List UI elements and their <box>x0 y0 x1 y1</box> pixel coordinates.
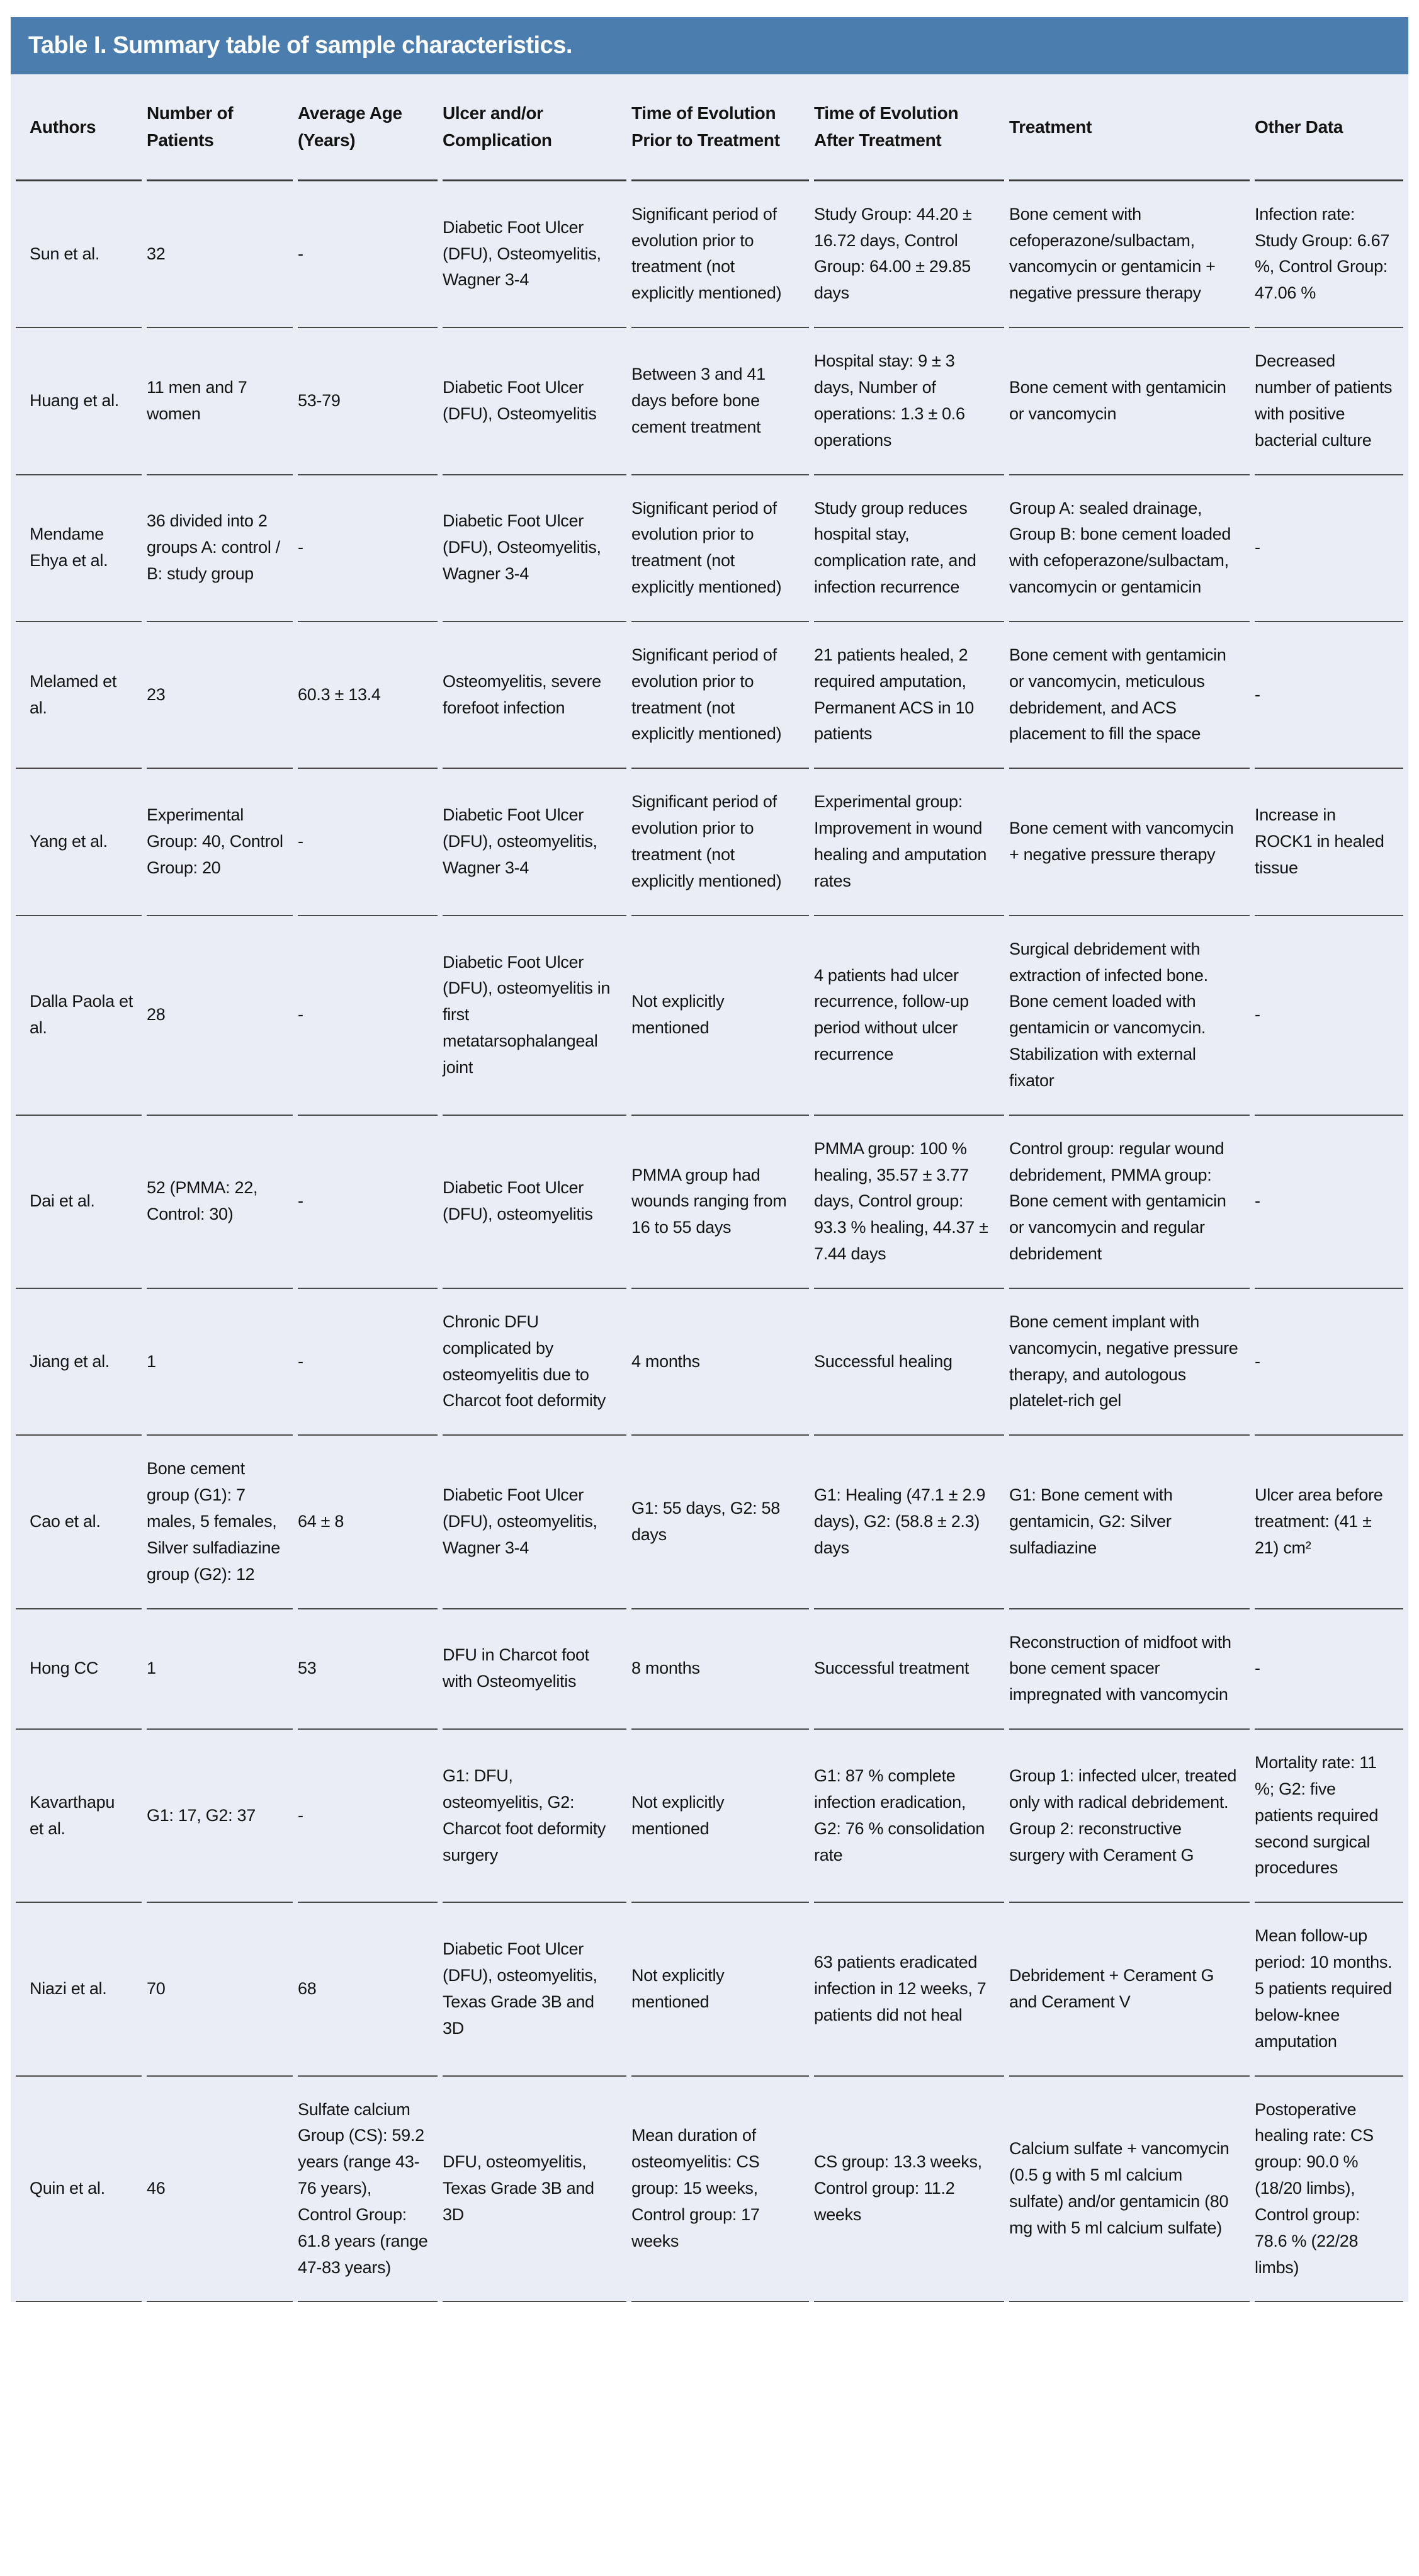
table-row <box>16 1903 1403 2076</box>
table-cell: Mortality rate: 11 %; G2: five patients required second surgical procedures <box>1255 1730 1403 1903</box>
table-cell: Diabetic Foot Ulcer (DFU), osteomyelitis, Wagner 3-4 <box>443 769 626 916</box>
table-cell: Yang et al. <box>16 769 142 916</box>
table-row <box>16 1609 1403 1730</box>
table-cell: Hong CC <box>16 1609 142 1730</box>
table-cell: 4 months <box>631 1289 809 1436</box>
table-cell: Huang et al. <box>16 328 142 475</box>
table-cell: Quin et al. <box>16 2077 142 2303</box>
table-cell: Mean duration of osteomyelitis: CS group: 15 weeks, Control group: 17 weeks <box>631 2077 809 2303</box>
table-cell: Cao et al. <box>16 1436 142 1609</box>
table-cell: PMMA group had wounds ranging from 16 to 55 days <box>631 1116 809 1289</box>
table-row <box>16 769 1403 916</box>
table-cell: Increase in ROCK1 in healed tissue <box>1255 769 1403 916</box>
table-cell: CS group: 13.3 weeks, Control group: 11.2 weeks <box>814 2077 1004 2303</box>
column-header: Treatment <box>1009 74 1250 181</box>
table-cell: - <box>1255 1289 1403 1436</box>
table-cell: 52 (PMMA: 22, Control: 30) <box>147 1116 293 1289</box>
column-header: Average Age (Years) <box>298 74 438 181</box>
table-container <box>11 17 1408 2302</box>
column-header: Time of Evolution Prior to Treatment <box>631 74 809 181</box>
table-cell: G1: Healing (47.1 ± 2.9 days), G2: (58.8 ± 2.3) days <box>814 1436 1004 1609</box>
table-cell: G1: Bone cement with gentamicin, G2: Silver sulfadiazine <box>1009 1436 1250 1609</box>
table-cell: DFU in Charcot foot with Osteomyelitis <box>443 1609 626 1730</box>
table-row <box>16 475 1403 622</box>
column-header: Number of Patients <box>147 74 293 181</box>
table-cell: - <box>1255 916 1403 1116</box>
table-cell: Diabetic Foot Ulcer (DFU), osteomyelitis, Texas Grade 3B and 3D <box>443 1903 626 2076</box>
table-row <box>16 328 1403 475</box>
table-cell: Study group reduces hospital stay, complication rate, and infection recurrence <box>814 475 1004 622</box>
table-cell: - <box>298 916 438 1116</box>
table-cell: 36 divided into 2 groups A: control / B: study group <box>147 475 293 622</box>
table-cell: Diabetic Foot Ulcer (DFU), osteomyelitis, Wagner 3-4 <box>443 1436 626 1609</box>
table-cell: Sun et al. <box>16 181 142 328</box>
table-row <box>16 2077 1403 2303</box>
table-cell: G1: 17, G2: 37 <box>147 1730 293 1903</box>
table-cell: 4 patients had ulcer recurrence, follow-up period without ulcer recurrence <box>814 916 1004 1116</box>
table-cell: Bone cement with cefoperazone/sulbactam, vancomycin or gentamicin + negative pressure therapy <box>1009 181 1250 328</box>
table-cell: Bone cement with gentamicin or vancomycin <box>1009 328 1250 475</box>
table-cell: Infection rate: Study Group: 6.67 %, Control Group: 47.06 % <box>1255 181 1403 328</box>
table-cell: - <box>298 769 438 916</box>
table-cell: Decreased number of patients with positive bacterial culture <box>1255 328 1403 475</box>
table-cell: Bone cement implant with vancomycin, negative pressure therapy, and autologous platelet-rich gel <box>1009 1289 1250 1436</box>
table-cell: Not explicitly mentioned <box>631 1730 809 1903</box>
table-cell: - <box>298 1730 438 1903</box>
table-cell: Diabetic Foot Ulcer (DFU), Osteomyelitis <box>443 328 626 475</box>
table-cell: 23 <box>147 622 293 769</box>
table-cell: Chronic DFU complicated by osteomyelitis due to Charcot foot deformity <box>443 1289 626 1436</box>
table-cell: Experimental group: Improvement in wound healing and amputation rates <box>814 769 1004 916</box>
table-cell: Bone cement group (G1): 7 males, 5 females, Silver sulfadiazine group (G2): 12 <box>147 1436 293 1609</box>
table-cell: Ulcer area before treatment: (41 ± 21) cm² <box>1255 1436 1403 1609</box>
table-cell: Experimental Group: 40, Control Group: 20 <box>147 769 293 916</box>
table-cell: Osteomyelitis, severe forefoot infection <box>443 622 626 769</box>
table-head <box>16 74 1403 181</box>
table-cell: Between 3 and 41 days before bone cement treatment <box>631 328 809 475</box>
table-cell: DFU, osteomyelitis, Texas Grade 3B and 3D <box>443 2077 626 2303</box>
table-cell: - <box>298 1289 438 1436</box>
table-cell: 53-79 <box>298 328 438 475</box>
column-header: Time of Evolution After Treatment <box>814 74 1004 181</box>
table-cell: 21 patients healed, 2 required amputation, Permanent ACS in 10 patients <box>814 622 1004 769</box>
table-cell: Calcium sulfate + vancomycin (0.5 g with 5 ml calcium sulfate) and/or gentamicin (80 mg with 5 ml calcium sulfate) <box>1009 2077 1250 2303</box>
table-cell: Mendame Ehya et al. <box>16 475 142 622</box>
table-cell: Reconstruction of midfoot with bone cement spacer impregnated with vancomycin <box>1009 1609 1250 1730</box>
table-row <box>16 1116 1403 1289</box>
table-cell: Significant period of evolution prior to treatment (not explicitly mentioned) <box>631 622 809 769</box>
table-cell: Successful treatment <box>814 1609 1004 1730</box>
table-cell: - <box>298 181 438 328</box>
table-cell: Debridement + Cerament G and Cerament V <box>1009 1903 1250 2076</box>
table-cell: - <box>298 1116 438 1289</box>
table-cell: Bone cement with vancomycin + negative pressure therapy <box>1009 769 1250 916</box>
table-cell: 46 <box>147 2077 293 2303</box>
table-cell: 1 <box>147 1289 293 1436</box>
table-cell: Not explicitly mentioned <box>631 1903 809 2076</box>
column-header: Other Data <box>1255 74 1403 181</box>
table-cell: Diabetic Foot Ulcer (DFU), osteomyelitis <box>443 1116 626 1289</box>
table-cell: G1: 87 % complete infection eradication, G2: 76 % consolidation rate <box>814 1730 1004 1903</box>
table-cell: Mean follow-up period: 10 months. 5 patients required below-knee amputation <box>1255 1903 1403 2076</box>
table-row <box>16 622 1403 769</box>
table-cell: Diabetic Foot Ulcer (DFU), Osteomyelitis, Wagner 3-4 <box>443 181 626 328</box>
table-cell: Hospital stay: 9 ± 3 days, Number of operations: 1.3 ± 0.6 operations <box>814 328 1004 475</box>
table-cell: Surgical debridement with extraction of infected bone. Bone cement loaded with gentamicin or vancomycin. Stabilization with external fixator <box>1009 916 1250 1116</box>
table-body <box>16 181 1403 2303</box>
table-row <box>16 181 1403 328</box>
column-header: Ulcer and/or Complication <box>443 74 626 181</box>
table-cell: 8 months <box>631 1609 809 1730</box>
table-cell: Kavarthapu et al. <box>16 1730 142 1903</box>
table-cell: Diabetic Foot Ulcer (DFU), osteomyelitis in first metatarsophalangeal joint <box>443 916 626 1116</box>
table-cell: 1 <box>147 1609 293 1730</box>
table-cell: Group 1: infected ulcer, treated only with radical debridement. Group 2: reconstructive surgery with Cerament G <box>1009 1730 1250 1903</box>
table-row <box>16 1436 1403 1609</box>
table-cell: Significant period of evolution prior to treatment (not explicitly mentioned) <box>631 769 809 916</box>
table-cell: Dalla Paola et al. <box>16 916 142 1116</box>
table-cell: Niazi et al. <box>16 1903 142 2076</box>
table-cell: Significant period of evolution prior to treatment (not explicitly mentioned) <box>631 475 809 622</box>
table-cell: - <box>1255 1116 1403 1289</box>
table-cell: Melamed et al. <box>16 622 142 769</box>
table-cell: 28 <box>147 916 293 1116</box>
table-cell: G1: DFU, osteomyelitis, G2: Charcot foot deformity surgery <box>443 1730 626 1903</box>
table-cell: 11 men and 7 women <box>147 328 293 475</box>
table-cell: 53 <box>298 1609 438 1730</box>
table-row <box>16 916 1403 1116</box>
table-cell: Successful healing <box>814 1289 1004 1436</box>
table-cell: Postoperative healing rate: CS group: 90.0 % (18/20 limbs), Control group: 78.6 % (22/28 limbs) <box>1255 2077 1403 2303</box>
table-cell: Dai et al. <box>16 1116 142 1289</box>
table-cell: Significant period of evolution prior to treatment (not explicitly mentioned) <box>631 181 809 328</box>
header-row <box>16 74 1403 181</box>
table-row <box>16 1730 1403 1903</box>
table-cell: 32 <box>147 181 293 328</box>
table-cell: 60.3 ± 13.4 <box>298 622 438 769</box>
table-cell: - <box>1255 475 1403 622</box>
table-cell: PMMA group: 100 % healing, 35.57 ± 3.77 days, Control group: 93.3 % healing, 44.37 ± 7.44 days <box>814 1116 1004 1289</box>
table-cell: Diabetic Foot Ulcer (DFU), Osteomyelitis, Wagner 3-4 <box>443 475 626 622</box>
column-header: Authors <box>16 74 142 181</box>
table-cell: 64 ± 8 <box>298 1436 438 1609</box>
table-cell: Not explicitly mentioned <box>631 916 809 1116</box>
table-cell: 63 patients eradicated infection in 12 weeks, 7 patients did not heal <box>814 1903 1004 2076</box>
table-cell: Study Group: 44.20 ± 16.72 days, Control Group: 64.00 ± 29.85 days <box>814 181 1004 328</box>
table-cell: - <box>1255 1609 1403 1730</box>
table-title: Table I. Summary table of sample characteristics. <box>11 17 1408 74</box>
table-cell: 68 <box>298 1903 438 2076</box>
table-cell: Group A: sealed drainage, Group B: bone cement loaded with cefoperazone/sulbactam, vancomycin or gentamicin <box>1009 475 1250 622</box>
table-cell: Jiang et al. <box>16 1289 142 1436</box>
table-cell: Control group: regular wound debridement, PMMA group: Bone cement with gentamicin or vancomycin and regular debridement <box>1009 1116 1250 1289</box>
summary-table <box>11 74 1408 2302</box>
table-cell: Bone cement with gentamicin or vancomycin, meticulous debridement, and ACS placement to fill the space <box>1009 622 1250 769</box>
table-row <box>16 1289 1403 1436</box>
table-cell: G1: 55 days, G2: 58 days <box>631 1436 809 1609</box>
table-cell: - <box>298 475 438 622</box>
table-cell: 70 <box>147 1903 293 2076</box>
table-cell: - <box>1255 622 1403 769</box>
table-cell: Sulfate calcium Group (CS): 59.2 years (range 43-76 years), Control Group: 61.8 years (range 47-83 years) <box>298 2077 438 2303</box>
